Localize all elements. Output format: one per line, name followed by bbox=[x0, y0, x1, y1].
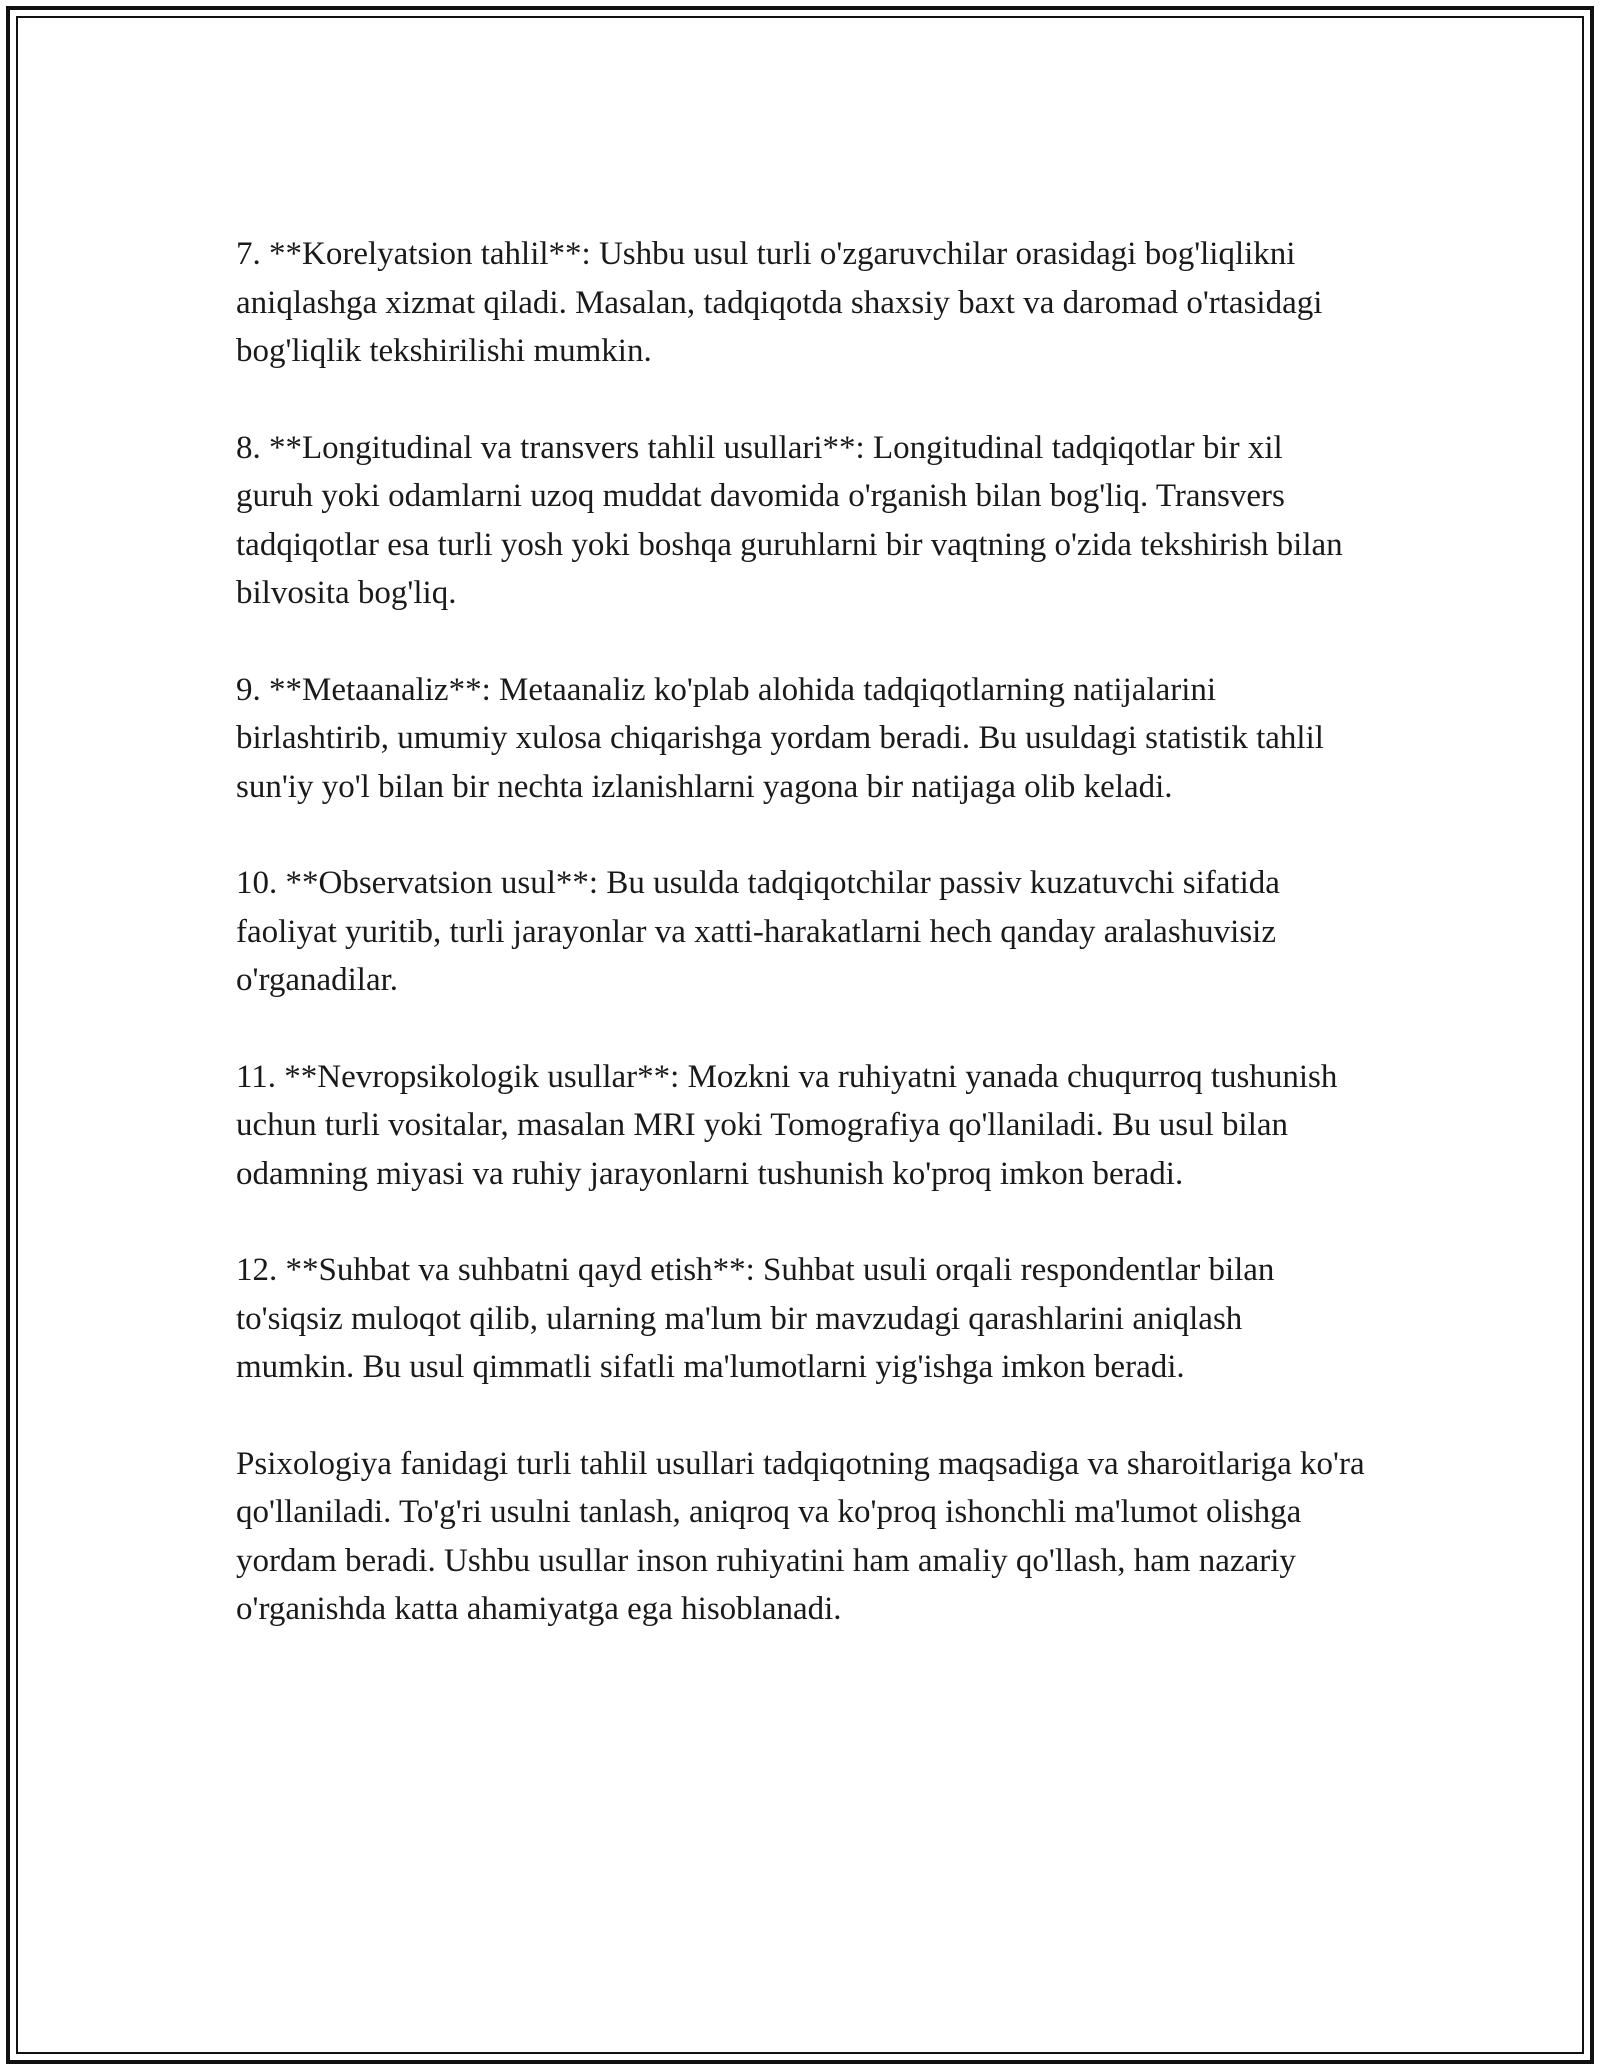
paragraph-observatsion-usul: 10. **Observatsion usul**: Bu usulda tadqiqotchilar passiv kuzatuvchi sifatida faoliyat yuritib, turli jarayonlar va xatti-harakatlarni hech qanday aralashuvisiz o'rganadilar. bbox=[236, 865, 1280, 998]
paragraph-conclusion: Psixologiya fanidagi turli tahlil usullari tadqiqotning maqsadiga va sharoitlariga ko'ra qo'llaniladi. To'g'ri usulni tanlash, aniqroq va ko'proq ishonchli ma'lumot olishga yordam beradi. Ushbu usullar inson ruhiyatini ham amaliy qo'llash, ham nazariy o'rganishda katta ahamiyatga ega hisoblanadi. bbox=[236, 1445, 1365, 1627]
paragraph-metaanaliz: 9. **Metaanaliz**: Metaanaliz ko'plab alohida tadqiqotlarning natijalarini birlashtirib, umumiy xulosa chiqarishga yordam beradi. Bu usuldagi statistik tahlil sun'iy yo'l bilan bir nechta izlanishlarni yagona bir natijaga olib keladi. bbox=[236, 671, 1324, 805]
paragraph-longitudinal-transvers: 8. **Longitudinal va transvers tahlil usullari**: Longitudinal tadqiqotlar bir xil guruh yoki odamlarni uzoq muddat davomida o'rganish bilan bog'liq. Transvers tadqiqotlar esa turli yosh yoki boshqa guruhlarni bir vaqtning o'zida tekshirish bilan bilvosita bog'liq. bbox=[236, 429, 1343, 611]
paragraph-suhbat: 12. **Suhbat va suhbatni qayd etish**: Suhbat usuli orqali respondentlar bilan to'siqsiz muloqot qilib, ularning ma'lum bir mavzudagi qarashlarini aniqlash mumkin. Bu usul qimmatli sifatli ma'lumotlarni yig'ishga imkon beradi. bbox=[236, 1252, 1275, 1385]
paragraph-nevropsikologik-usullar: 11. **Nevropsikologik usullar**: Mozkni va ruhiyatni yanada chuqurroq tushunish uchun turli vositalar, masalan MRI yoki Tomografiya qo'llaniladi. Bu usul bilan odamning miyasi va ruhiy jarayonlarni tushunish ko'proq imkon beradi. bbox=[236, 1058, 1338, 1192]
paragraph-korelyatsion-tahlil: 7. **Korelyatsion tahlil**: Ushbu usul turli o'zgaruvchilar orasidagi bog'liqlikni aniqlashga xizmat qiladi. Masalan, tadqiqotda shaxsiy baxt va daromad o'rtasidagi bog'liqlik tekshirilishi mumkin. bbox=[236, 236, 1323, 369]
document-body bbox=[236, 230, 1366, 1682]
